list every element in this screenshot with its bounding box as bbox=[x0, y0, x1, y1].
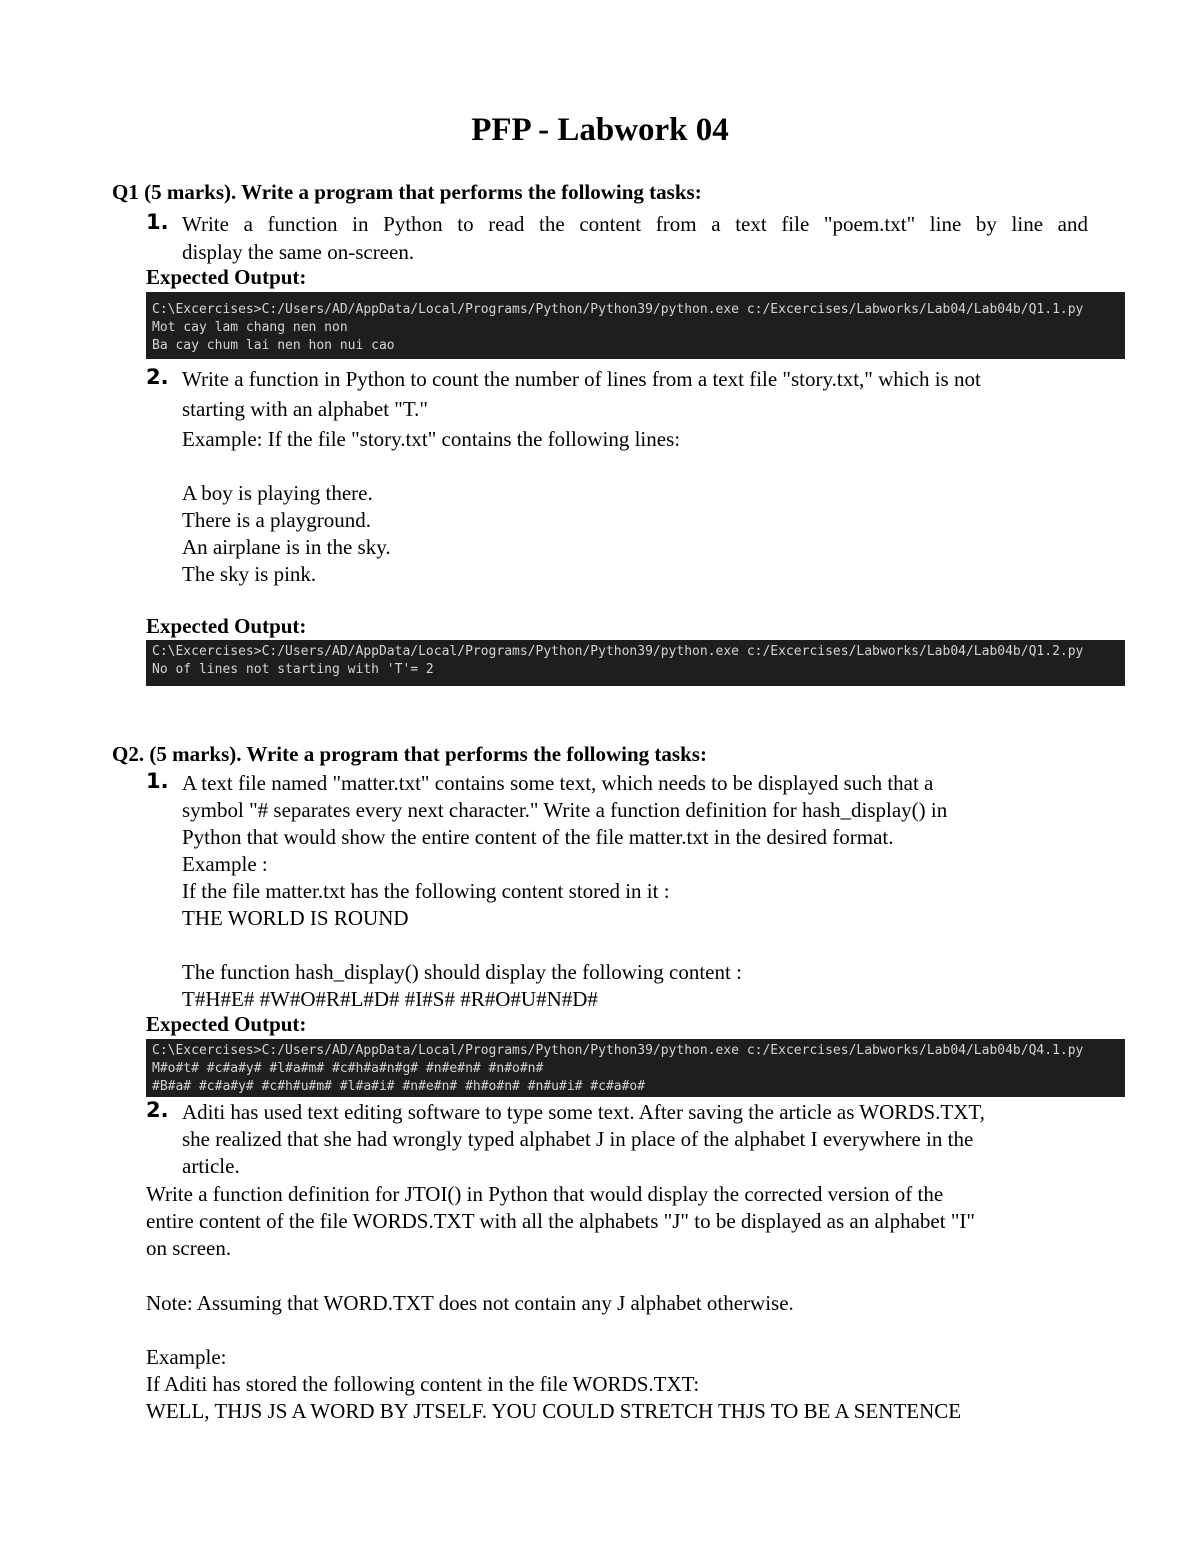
q1-item1-number: 1. bbox=[146, 210, 169, 234]
story-line: A boy is playing there. bbox=[182, 481, 373, 505]
terminal-line: C:\Excercises>C:/Users/AD/AppData/Local/Programs/Python/Python39/python.exe c:/Excercises/Labworks/Lab04/Lab04b/Q1.1.py bbox=[152, 302, 1084, 317]
terminal-line: Mot cay lam chang nen non bbox=[152, 320, 348, 335]
q2-item1-line6: THE WORLD IS ROUND bbox=[182, 906, 409, 930]
q1-item2-line2: starting with an alphabet "T." bbox=[182, 397, 428, 421]
q2-item2-stored: If Aditi has stored the following content in the file WORDS.TXT: bbox=[146, 1372, 700, 1396]
q2-item2-note: Note: Assuming that WORD.TXT does not contain any J alphabet otherwise. bbox=[146, 1291, 794, 1315]
q1-item2-expected-label: Expected Output: bbox=[146, 614, 307, 638]
q2-item1-terminal-output bbox=[146, 1039, 1125, 1097]
q2-item1-line3: Python that would show the entire content of the file matter.txt in the desired format. bbox=[182, 825, 894, 849]
terminal-line: Ba cay chum lai nen hon nui cao bbox=[152, 338, 395, 353]
q2-item1-line4: Example : bbox=[182, 852, 268, 876]
terminal-line: M#o#t# #c#a#y# #l#a#m# #c#h#a#n#g# #n#e#n# #n#o#n# bbox=[152, 1061, 544, 1076]
q1-item2-terminal-output bbox=[146, 640, 1125, 686]
q1-item1-line1: Write a function in Python to read the content from a text file "poem.txt" line by line and bbox=[182, 212, 1088, 236]
story-line: There is a playground. bbox=[182, 508, 371, 532]
q2-item2-line2: she realized that she had wrongly typed alphabet J in place of the alphabet I everywhere in the bbox=[182, 1127, 974, 1151]
q2-item2-example-label: Example: bbox=[146, 1345, 227, 1369]
q2-item1-line1: A text file named "matter.txt" contains some text, which needs to be displayed such that a bbox=[182, 771, 934, 795]
q2-item2-line3: article. bbox=[182, 1154, 240, 1178]
page-title: PFP - Labwork 04 bbox=[471, 112, 729, 148]
q2-item1-number: 1. bbox=[146, 769, 169, 793]
story-line: An airplane is in the sky. bbox=[182, 535, 391, 559]
terminal-line: C:\Excercises>C:/Users/AD/AppData/Local/Programs/Python/Python39/python.exe c:/Excercises/Labworks/Lab04/Lab04b/Q4.1.py bbox=[152, 1043, 1084, 1058]
q2-item2-line1: Aditi has used text editing software to type some text. After saving the article as WORDS.TXT, bbox=[182, 1100, 985, 1124]
q1-item2-line3: Example: If the file "story.txt" contains the following lines: bbox=[182, 427, 681, 451]
q2-heading: Q2. (5 marks). Write a program that performs the following tasks: bbox=[112, 742, 707, 766]
q2-item1-line7: The function hash_display() should display the following content : bbox=[182, 960, 742, 984]
terminal-line: No of lines not starting with 'T'= 2 bbox=[152, 662, 434, 677]
q2-item2-para3: on screen. bbox=[146, 1236, 232, 1260]
terminal-line: C:\Excercises>C:/Users/AD/AppData/Local/Programs/Python/Python39/python.exe c:/Excercises/Labworks/Lab04/Lab04b/Q1.2.py bbox=[152, 644, 1084, 659]
q1-item2-number: 2. bbox=[146, 365, 169, 389]
q1-item1-terminal-output bbox=[146, 292, 1125, 359]
q2-item1-line8: T#H#E# #W#O#R#L#D# #I#S# #R#O#U#N#D# bbox=[182, 987, 598, 1011]
q2-item1-line2: symbol "# separates every next character." Write a function definition for hash_display() in bbox=[182, 798, 948, 822]
q1-item1-expected-label: Expected Output: bbox=[146, 265, 307, 289]
q2-item2-number: 2. bbox=[146, 1098, 169, 1122]
q2-item2-para2: entire content of the file WORDS.TXT with all the alphabets "J" to be displayed as an alphabet "I" bbox=[146, 1209, 975, 1233]
q1-item1-line2: display the same on-screen. bbox=[182, 240, 415, 264]
terminal-line: #B#a# #c#a#y# #c#h#u#m# #l#a#i# #n#e#n# #h#o#n# #n#u#i# #c#a#o# bbox=[152, 1079, 646, 1094]
story-line: The sky is pink. bbox=[182, 562, 317, 586]
q2-item2-para1: Write a function definition for JTOI() in Python that would display the corrected version of the bbox=[146, 1182, 944, 1206]
q2-item1-line5: If the file matter.txt has the following content stored in it : bbox=[182, 879, 670, 903]
q2-item2-content: WELL, THJS JS A WORD BY JTSELF. YOU COULD STRETCH THJS TO BE A SENTENCE bbox=[146, 1399, 962, 1423]
q1-heading: Q1 (5 marks). Write a program that performs the following tasks: bbox=[112, 180, 702, 204]
q1-item2-line1: Write a function in Python to count the number of lines from a text file "story.txt," which is not bbox=[182, 367, 981, 391]
q2-item1-expected-label: Expected Output: bbox=[146, 1012, 307, 1036]
